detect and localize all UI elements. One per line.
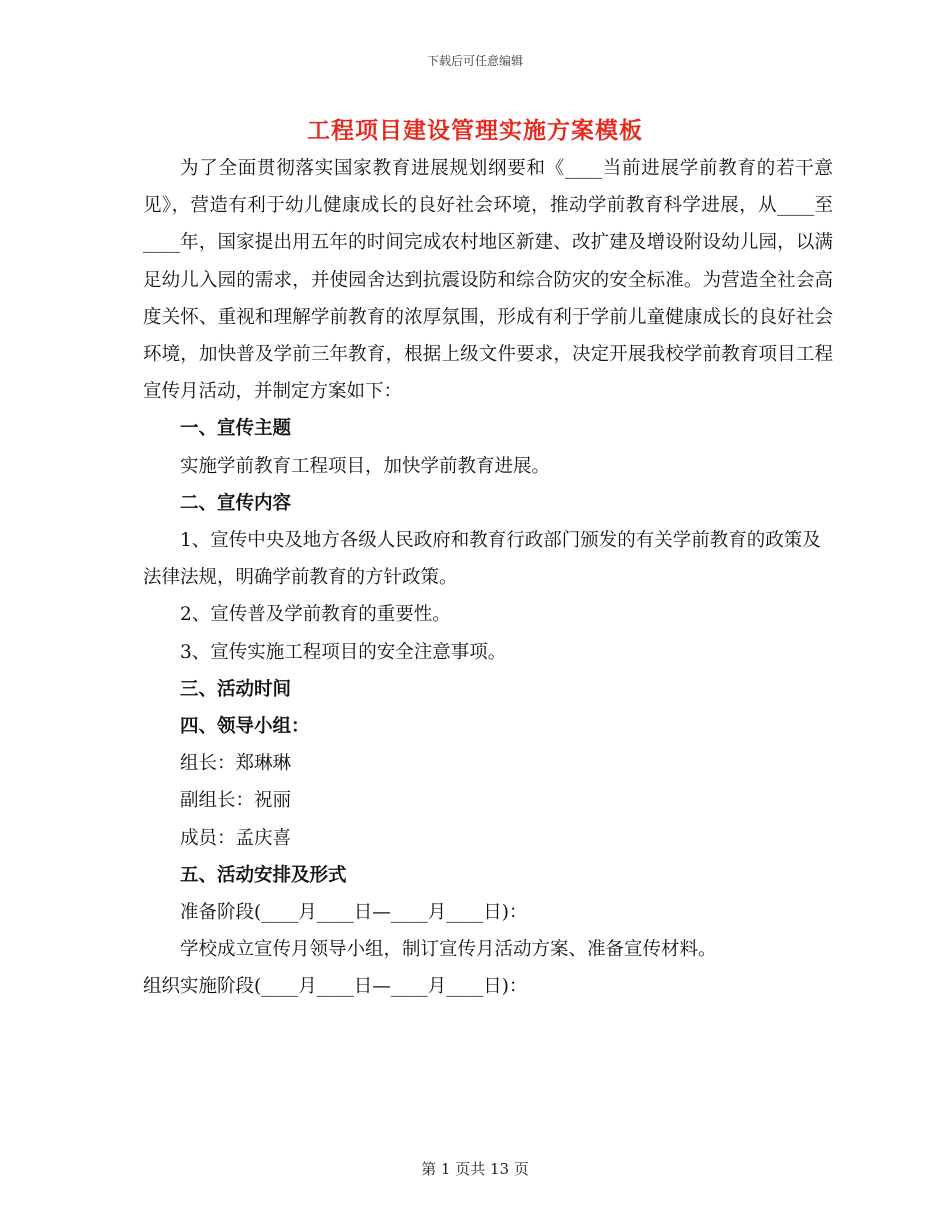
header-note: 下载后可任意编辑 xyxy=(426,54,523,68)
section-2-item-1: 1、宣传中央及地方各级人民政府和教育行政部门颁发的有关学前教育的政策及法律法规，明确学前教育的方针政策。 xyxy=(143,530,821,589)
prep-stage-text: 学校成立宣传月领导小组，制订宣传月活动方案、准备宣传材料。 xyxy=(180,939,717,961)
section-2-item-3: 3、宣传实施工程项目的安全注意事项。 xyxy=(180,641,507,663)
prep-stage-line: 准备阶段(____月____日—____月____日)： xyxy=(180,902,528,924)
section-4-heading: 四、领导小组： xyxy=(180,716,310,738)
deputy-leader-line: 副组长：祝丽 xyxy=(180,790,292,812)
implementation-stage-line: 组织实施阶段(____月____日—____月____日)： xyxy=(143,976,528,998)
leader-line: 组长：郑琳琳 xyxy=(180,753,292,775)
section-1-text: 实施学前教育工程项目，加快学前教育进展。 xyxy=(180,455,551,477)
members-line: 成员：孟庆喜 xyxy=(180,827,292,849)
document-title: 工程项目建设管理实施方案模板 xyxy=(307,117,643,144)
section-5-heading: 五、活动安排及形式 xyxy=(180,864,347,886)
document-body xyxy=(143,150,833,1006)
intro-paragraph: 为了全面贯彻落实国家教育进展规划纲要和《____当前进展学前教育的若干意见》，营造有利于幼儿健康成长的良好社会环境，推动学前教育科学进展，从____至____年，国家提出用五年的时间完成农村地区新建、改扩建及增设附设幼儿园，以满足幼儿入园的需求，并使园舍达到抗震设防和综合防灾的安全标准。为营造全社会高度关怀、重视和理解学前教育的浓厚氛围，形成有利于学前儿童健康成长的良好社会环境，加快普及学前三年教育，根据上级文件要求，决定开展我校学前教育项目工程宣传月活动，并制定方案如下： xyxy=(143,158,833,403)
section-2-item-2: 2、宣传普及学前教育的重要性。 xyxy=(180,604,451,626)
section-3-heading: 三、活动时间 xyxy=(180,678,292,700)
section-1-heading: 一、宣传主题 xyxy=(180,418,292,440)
page-number: 第 1 页共 13 页 xyxy=(421,1160,529,1178)
section-2-heading: 二、宣传内容 xyxy=(180,492,292,514)
